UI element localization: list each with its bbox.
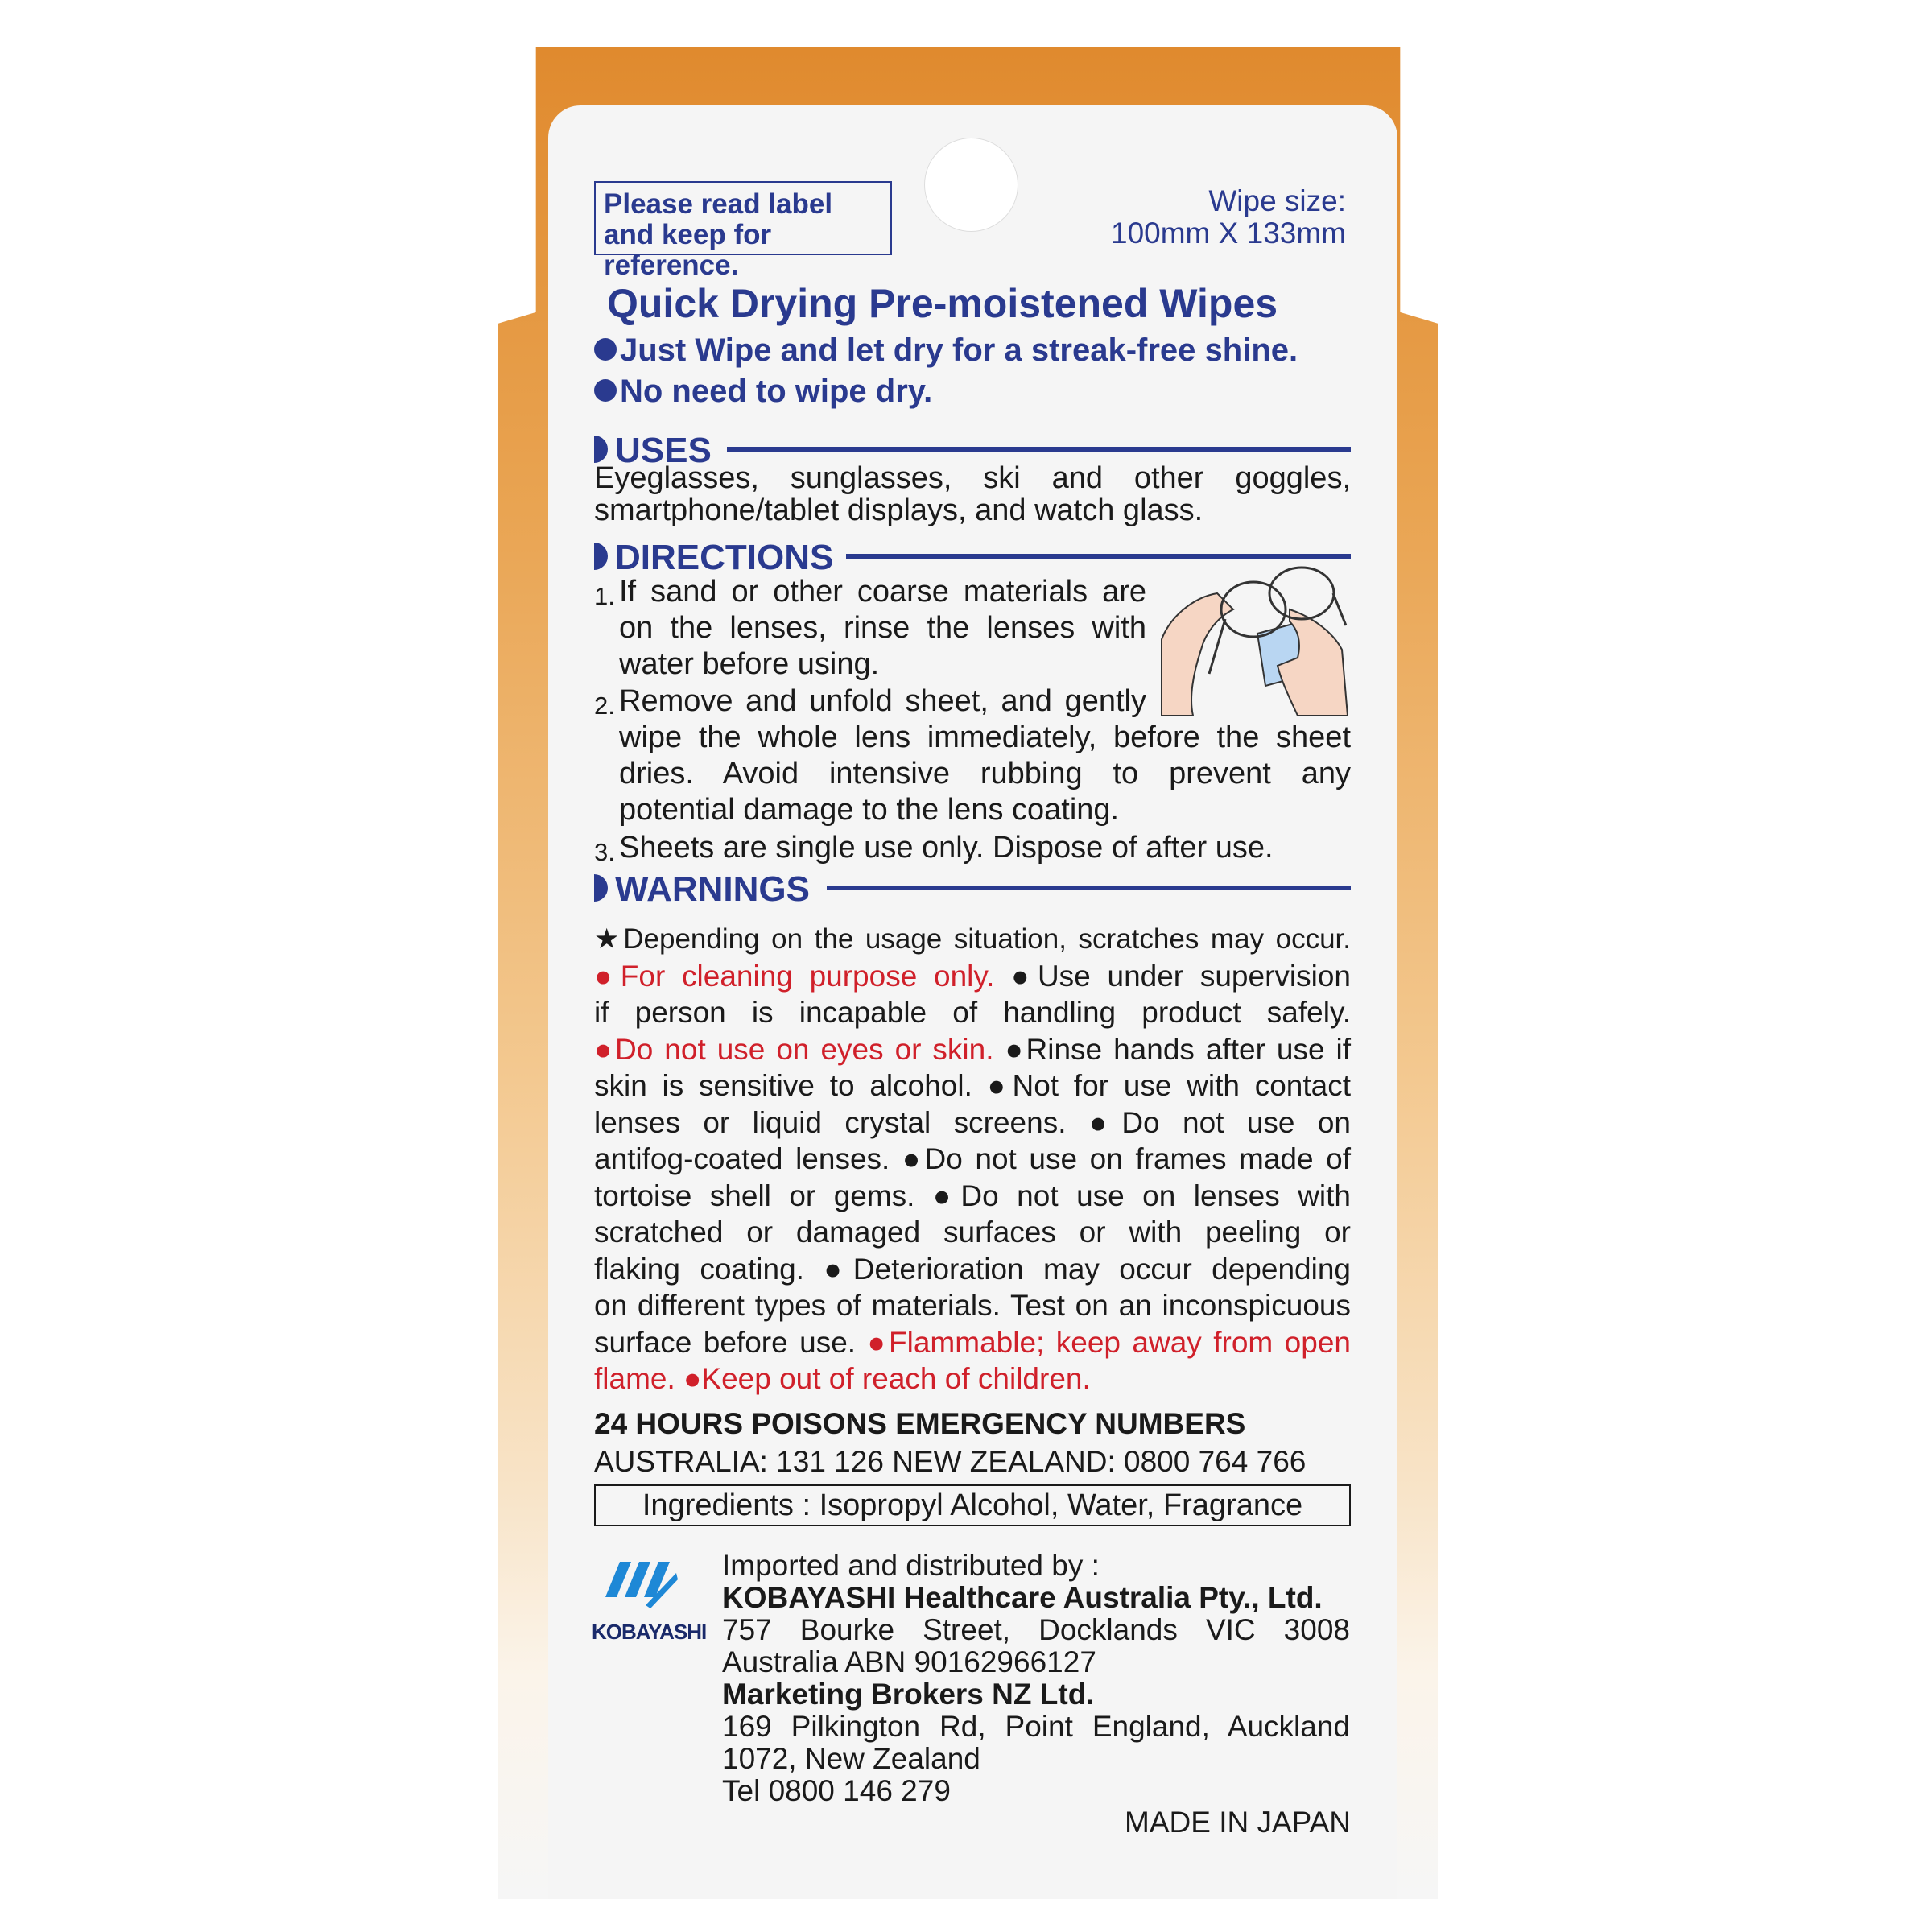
step-number: 2. <box>594 691 615 720</box>
bullet-icon <box>594 379 617 402</box>
warnings-heading: WARNINGS <box>594 869 1351 905</box>
hands-wiping-glasses-illustration <box>1161 561 1348 716</box>
half-circle-icon <box>594 436 608 463</box>
uses-heading: USES <box>594 431 1351 466</box>
importer-info: Imported and distributed by : KOBAYASHI Healthcare Australia Pty., Ltd. 757 Bourke Street, Docklands VIC 3008 Australia ABN 90162966127 Marketing Brokers NZ Ltd. 169 Pilkington Rd, Point England, Auckland 1072, New Zealand Tel 0800 146 279 <box>722 1549 1350 1807</box>
half-circle-icon <box>594 874 608 902</box>
half-circle-icon <box>594 543 608 570</box>
kobayashi-logo-icon <box>605 1555 678 1612</box>
bullet-icon <box>594 338 617 361</box>
step-number: 1. <box>594 582 615 610</box>
step-number: 3. <box>594 838 615 866</box>
wipe-size-label: Wipe size: <box>1208 184 1346 217</box>
emergency-heading: 24 HOURS POISONS EMERGENCY NUMBERS <box>594 1407 1246 1440</box>
logo-text: KOBAYASHI <box>592 1620 707 1644</box>
read-label-notice: Please read label and keep for reference. <box>594 181 892 255</box>
feature-2: No need to wipe dry. <box>594 374 932 410</box>
hang-hole <box>925 138 1018 231</box>
uses-text: Eyeglasses, sunglasses, ski and other goggles, smartphone/tablet displays, and watch glass. <box>594 461 1351 527</box>
made-in-japan: MADE IN JAPAN <box>1125 1806 1351 1839</box>
wipe-size-value: 100mm X 133mm <box>1111 217 1346 250</box>
warnings-text: ★Depending on the usage situation, scratches may occur. ●For cleaning purpose only. ●Use under supervision if person is incapable of handling product safely. ●Do not use on eyes or skin. ●Rinse hands after use if skin is sensitive to alcohol. ●Not for use with contact lenses or liquid crystal screens. ●Do not use on antifog-coated lenses. ●Do not use on frames made of tortoise shell or gems. ●Do not use on lenses with scratched or damaged surfaces or with peeling or flaking coating. ●Deterioration may occur depending on different types of materials. Test on an inconspicuous surface before use. ●Flammable; keep away from open flame. ●Keep out of reach of children. <box>594 923 1351 1395</box>
divider <box>727 447 1351 452</box>
step-2: Remove and unfold sheet, and gently wipe the whole lens immediately, before the sheet dries. Avoid intensive rubbing to prevent any potential damage to the lens coating. <box>619 684 1351 827</box>
product-title: Quick Drying Pre-moistened Wipes <box>607 281 1278 326</box>
feature-1: Just Wipe and let dry for a streak-free shine. <box>594 332 1298 369</box>
step-3: Sheets are single use only. Dispose of after use. <box>619 831 1274 865</box>
step-1: If sand or other coarse materials are on the lenses, rinse the lenses with water before using. <box>619 575 1146 681</box>
ingredients-box: Ingredients : Isopropyl Alcohol, Water, Fragrance <box>594 1484 1351 1526</box>
emergency-numbers: AUSTRALIA: 131 126 NEW ZEALAND: 0800 764 766 <box>594 1445 1307 1478</box>
divider <box>846 554 1351 559</box>
divider <box>827 886 1351 890</box>
wipe-size <box>1111 185 1346 250</box>
directions-heading: DIRECTIONS <box>594 538 1351 573</box>
